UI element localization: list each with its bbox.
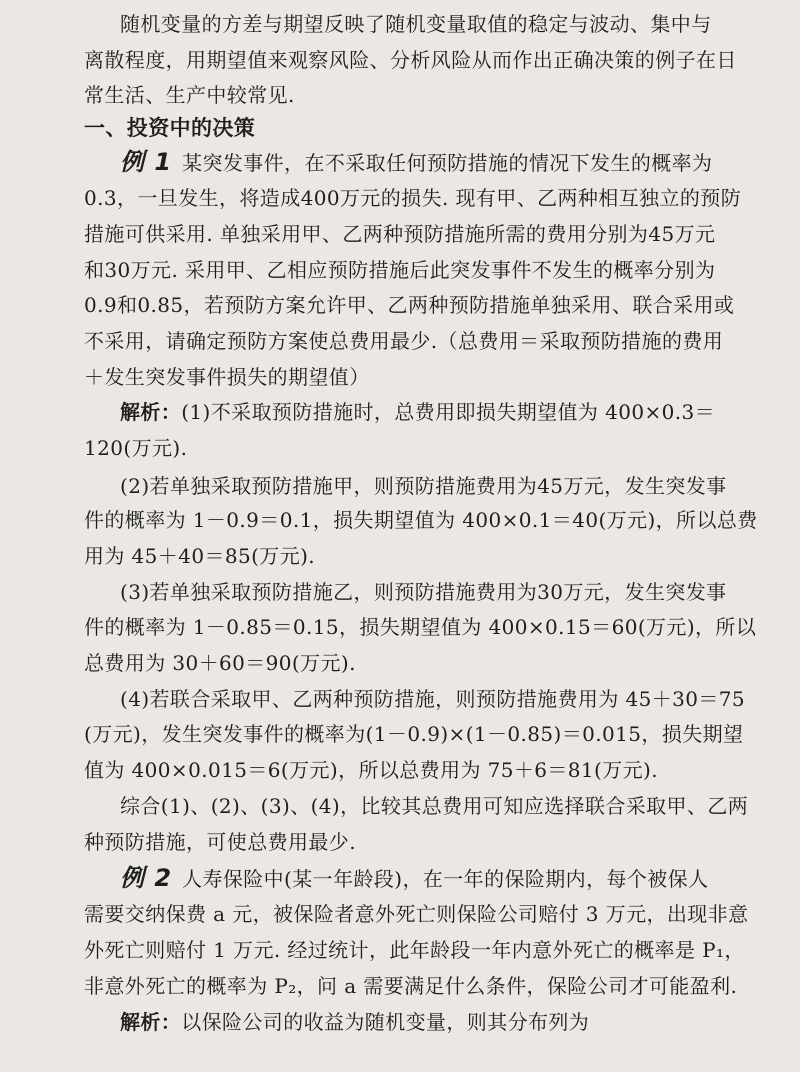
intro-line: 常生活、生产中较常见. <box>84 83 295 107</box>
example-1-line: 措施可供采用. 单独采用甲、乙两种预防措施所需的费用分别为45万元 <box>84 222 716 246</box>
solution-1-line: (4)若联合采取甲、乙两种预防措施，则预防措施费用为 45＋30＝75 <box>120 687 746 711</box>
solution-1-line: (2)若单独采取预防措施甲，则预防措施费用为45万元，发生突发事 <box>120 474 727 498</box>
example-1-line: 0.9和0.85，若预防方案允许甲、乙两种预防措施单独采用、联合采用或 <box>84 293 735 317</box>
solution-2-label: 解析： <box>120 1010 182 1034</box>
example-2-line: 外死亡则赔付 1 万元. 经过统计，此年龄段一年内意外死亡的概率是 P₁， <box>84 938 745 962</box>
example-1-line: ＋发生突发事件损失的期望值） <box>84 365 370 389</box>
section-heading: 一、投资中的决策 <box>84 116 256 140</box>
solution-2-first-line <box>120 1008 780 1036</box>
example-1-text: 某突发事件，在不采取任何预防措施的情况下发生的概率为 <box>182 151 713 175</box>
solution-1-line: (万元)，发生突发事件的概率为(1－0.9)×(1－0.85)＝0.015，损失期望 <box>84 722 744 746</box>
solution-1-line: 综合(1)、(2)、(3)、(4)，比较其总费用可知应选择联合采取甲、乙两 <box>120 794 749 818</box>
example-2-text: 人寿保险中(某一年龄段)，在一年的保险期内，每个被保人 <box>182 867 709 891</box>
intro-line: 离散程度，用期望值来观察风险、分析风险从而作出正确决策的例子在日 <box>84 48 737 72</box>
solution-1-text: (1)不采取预防措施时，总费用即损失期望值为 400×0.3＝ <box>181 400 716 424</box>
example-2-line: 需要交纳保费 a 元，被保险者意外死亡则保险公司赔付 3 万元，出现非意 <box>84 902 749 926</box>
example-1-first-line <box>120 148 780 177</box>
solution-2-intro: 以保险公司的收益为随机变量，则其分布列为 <box>181 1010 590 1034</box>
intro-line: 随机变量的方差与期望反映了随机变量取值的稳定与波动、集中与 <box>120 12 712 36</box>
solution-1-line: 件的概率为 1－0.9＝0.1，损失期望值为 400×0.1＝40(万元)，所以总费 <box>84 508 758 532</box>
example-2-label: 例 2 <box>120 864 173 892</box>
example-2-line: 非意外死亡的概率为 P₂，问 a 需要满足什么条件，保险公司才可能盈利. <box>84 974 738 998</box>
example-1-line: 0.3，一旦发生，将造成400万元的损失. 现有甲、乙两种相互独立的预防 <box>84 186 742 210</box>
example-1-line: 不采用，请确定预防方案使总费用最少.（总费用＝采取预防措施的费用 <box>84 329 724 353</box>
example-2-first-line <box>120 864 780 893</box>
solution-1-line: 120(万元). <box>84 436 188 460</box>
example-1-line: 和30万元. 采用甲、乙相应预防措施后此突发事件不发生的概率分别为 <box>84 258 716 282</box>
solution-1-first-line <box>120 398 780 426</box>
solution-1-label: 解析： <box>120 400 182 424</box>
solution-1-line: 种预防措施，可使总费用最少. <box>84 830 356 854</box>
example-1-label: 例 1 <box>120 148 173 176</box>
solution-1-line: 总费用为 30＋60＝90(万元). <box>84 651 356 675</box>
solution-1-line: 用为 45＋40＝85(万元). <box>84 544 316 568</box>
solution-1-line: (3)若单独采取预防措施乙，则预防措施费用为30万元，发生突发事 <box>120 580 727 604</box>
solution-1-line: 值为 400×0.015＝6(万元)，所以总费用为 75＋6＝81(万元). <box>84 758 659 782</box>
solution-1-line: 件的概率为 1－0.85＝0.15，损失期望值为 400×0.15＝60(万元)，所以 <box>84 615 757 639</box>
